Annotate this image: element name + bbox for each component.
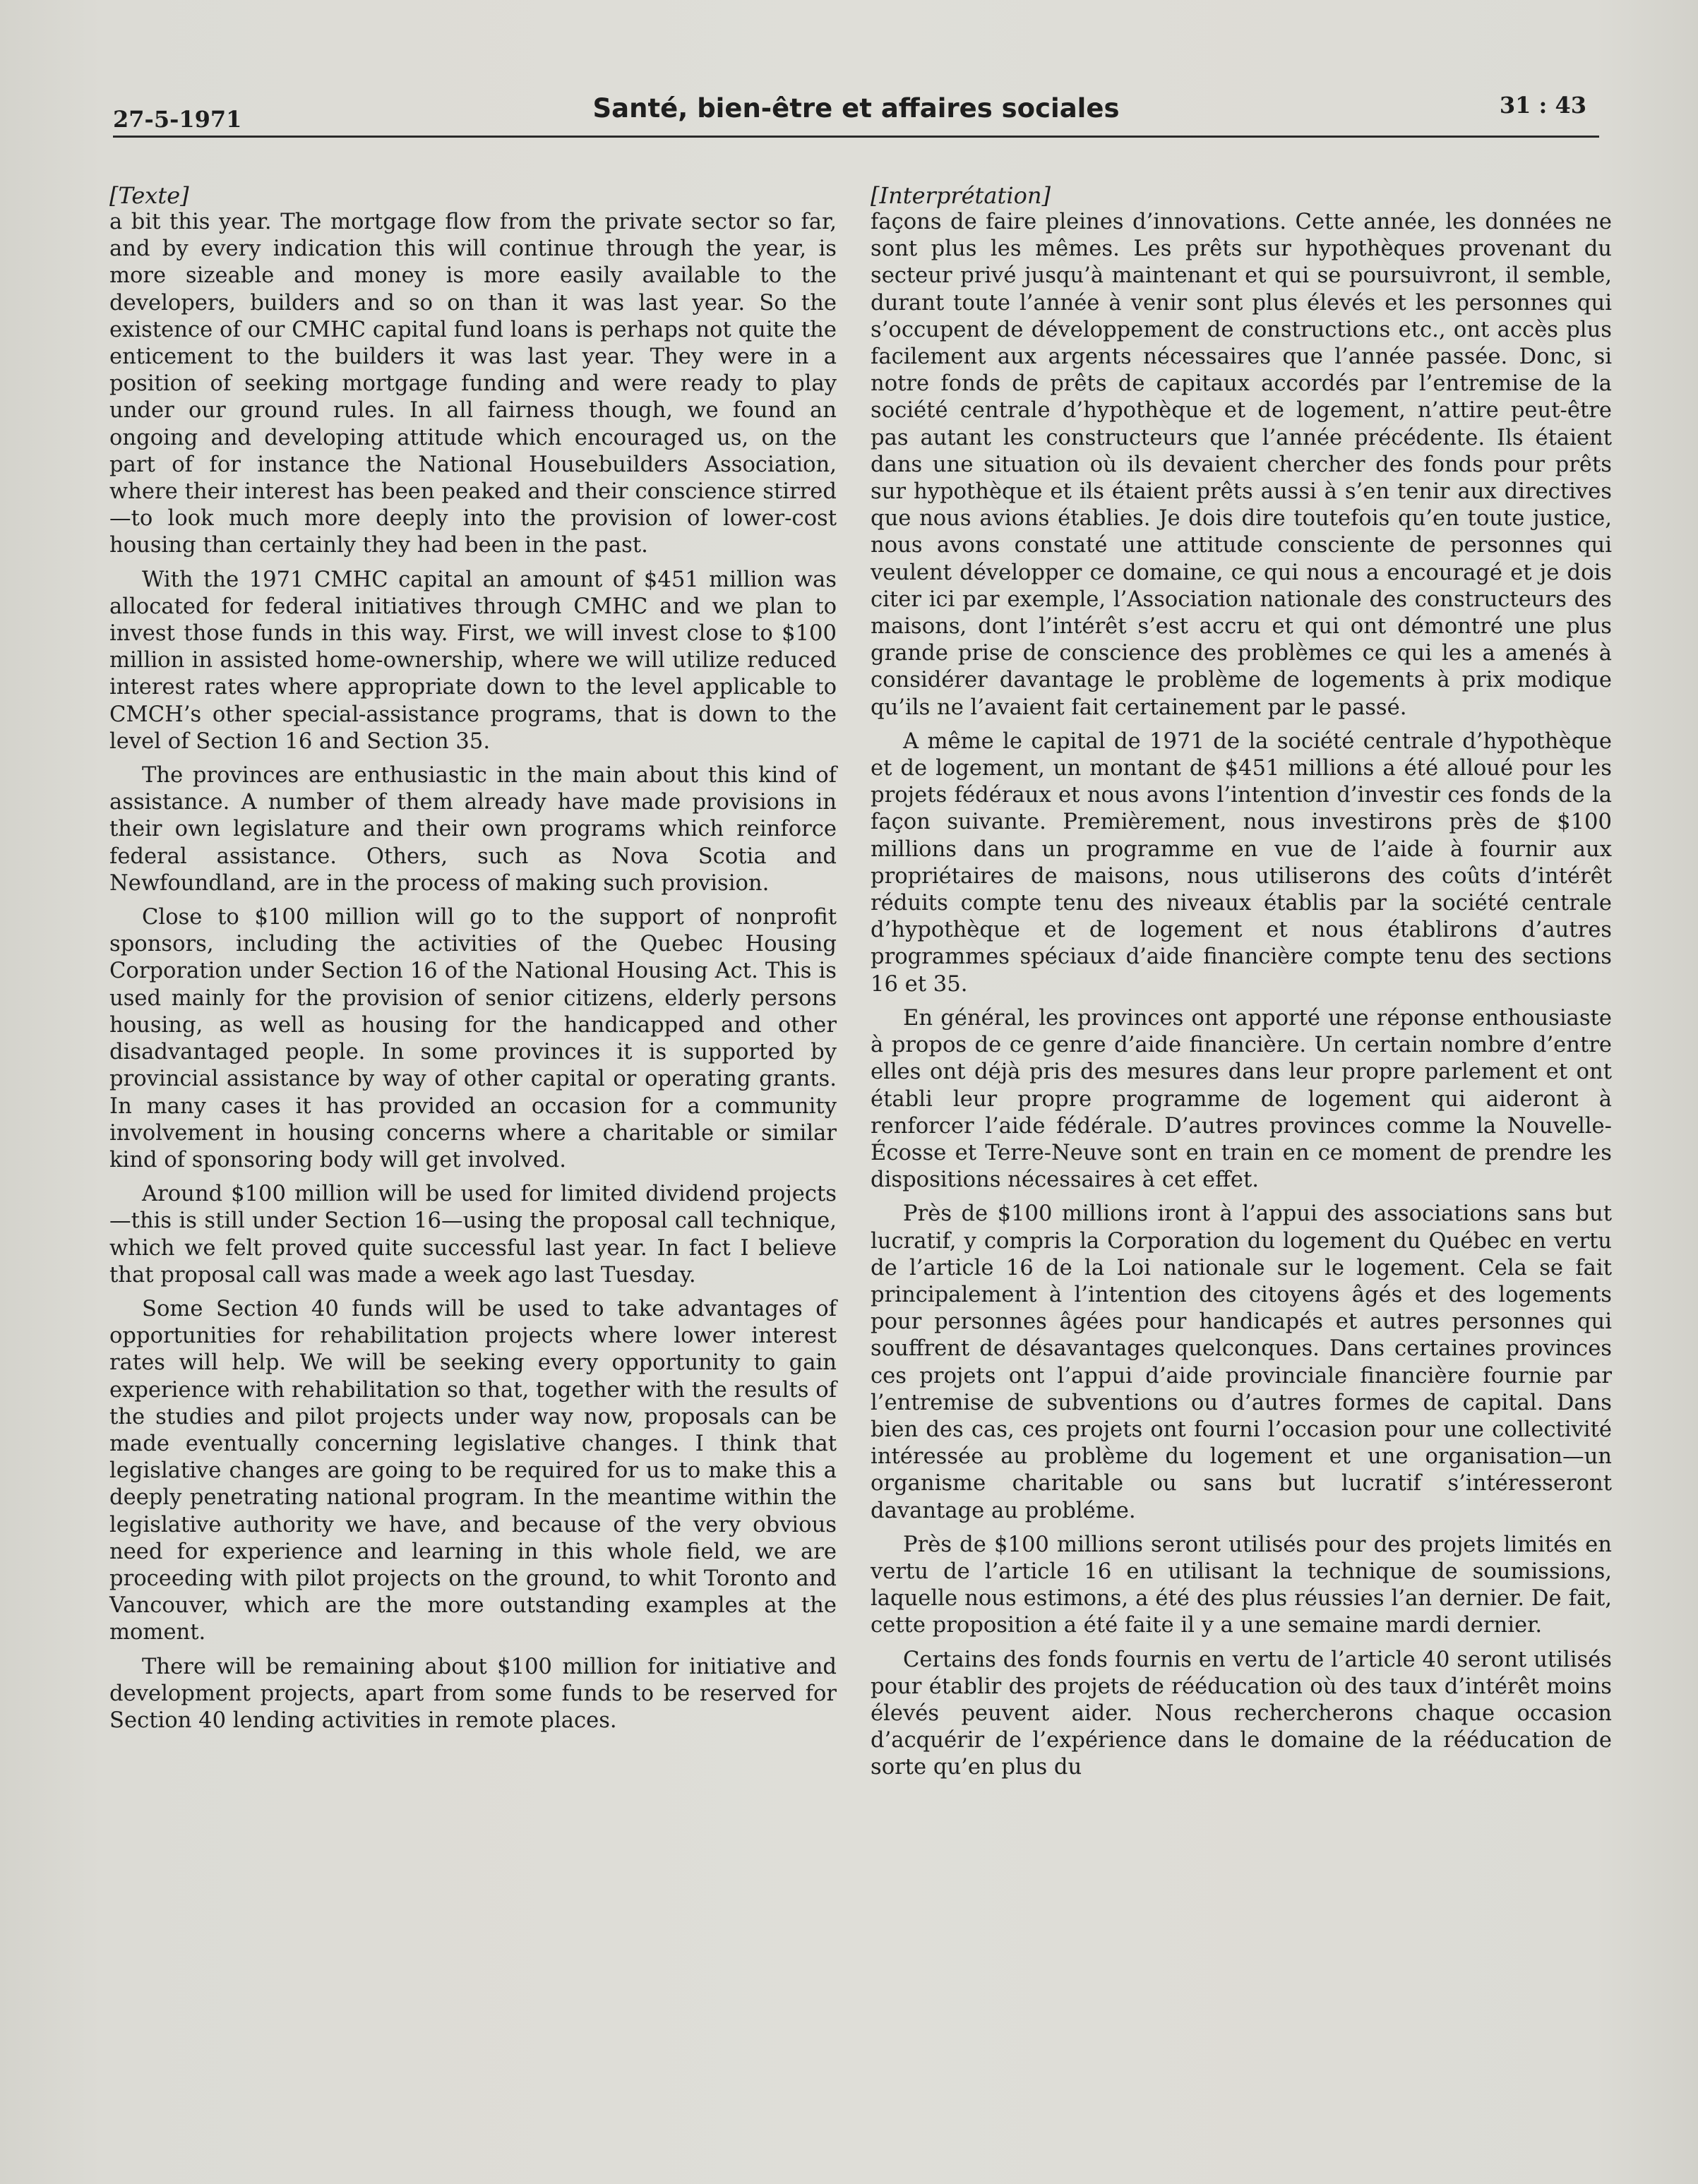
right-column-french	[871, 182, 1612, 1782]
header-page-number: 31 : 43	[1499, 92, 1586, 119]
right-paragraph: A même le capital de 1971 de la société centrale d’hypothèque et de logement, un montant de $451 millions a été alloué pour les projets fédéraux et nous avons l’intention d’investir ces fonds de la façon suivante. Premièrement, nous investirons près de $100 millions dans un programme en vue de l’aide à fournir aux propriétaires de maisons, nous utiliserons des coûts d’intérêt réduits compte tenu des niveaux établis par la société centrale d’hypothèque et de logement et nous établirons d’autres programmes spéciaux d’aide financière compte tenu des sections 16 et 35.	[871, 728, 1612, 997]
left-paragraph: Some Section 40 funds will be used to take advantages of opportunities for rehabilitation projects where lower interest rates will help. We will be seeking every opportunity to gain experience with rehabilitation so that, together with the results of the studies and pilot projects under way now, proposals can be made eventually concerning legislative changes. I think that legislative changes are going to be required for us to make this a deeply penetrating national program. In the meantime within the legislative authority we have, and because of the very obvious need for experience and learning in this whole field, we are proceeding with pilot projects on the ground, to whit Toronto and Vancouver, which are the more outstanding examples at the moment.	[109, 1296, 837, 1645]
left-paragraph: Close to $100 million will go to the support of nonprofit sponsors, including the activities of the Quebec Housing Corporation under Section 16 of the National Housing Act. This is used mainly for the provision of senior citizens, elderly persons housing, as well as housing for the handicapped and other disadvantaged people. In some provinces it is supported by provincial assistance by way of other capital or operating grants. In many cases it has provided an occasion for a community involvement in housing concerns where a charitable or similar kind of sponsoring body will get involved.	[109, 905, 837, 1172]
header-date: 27-5-1971	[113, 106, 242, 133]
right-paragraph: En général, les provinces ont apporté une réponse enthousiaste à propos de ce genre d’aide financière. Un certain nombre d’entre elles ont déjà pris des mesures dans leur propre parlement et ont établi leur propre programme de logement qui aideront à renforcer l’aide fédérale. D’autres provinces comme la Nouvelle-Écosse et Terre-Neuve sont en train en ce moment de prendre les dispositions nécessaires à cet effet.	[871, 1005, 1612, 1193]
right-paragraph: façons de faire pleines d’innovations. Cette année, les données ne sont plus les mêmes. Les prêts sur hypothèques provenant du secteur privé jusqu’à maintenant et qui se poursuivront, il semble, durant toute l’année à venir sont plus élevés et les personnes qui s’occupent de développement de constructions etc., ont accès plus facilement aux argents nécessaires que l’année passée. Donc, si notre fonds de prêts de capitaux accordés par l’entremise de la société centrale d’hypothèque et de logement, n’attire peut-être pas autant les constructeurs que l’année précédente. Ils étaient dans une situation où ils devaient chercher des fonds pour prêts sur hypothèque et ils étaient prêts aussi à s’en tenir aux directives que nous avions établies. Je dois dire toutefois qu’en toute justice, nous avons constaté une attitude consciente de personnes qui veulent développer ce domaine, ce qui nous a encouragé et je dois citer ici par exemple, l’Association nationale des constructeurs des maisons, dont l’intérêt s’est accru et qui ont démontré une plus grande prise de conscience des problèmes ce qui les a amenés à considérer davantage le problème de logements à prix modique qu’ils ne l’avaient fait certainement par le passé.	[871, 210, 1612, 720]
left-paragraph: a bit this year. The mortgage flow from the private sector so far, and by every indication this will continue through the year, is more sizeable and money is more easily available to the developers, builders and so on than it was last year. So the existence of our CMHC capital fund loans is perhaps not quite the enticement to the builders it was last year. They were in a position of seeking mortgage funding and were ready to play under our ground rules. In all fairness though, we found an ongoing and developing attitude which encouraged us, on the part of for instance the National Housebuilders Association, where their interest has been peaked and their conscience stirred—to look much more deeply into the provision of lower-cost housing than certainly they had been in the past.	[109, 210, 837, 558]
left-paragraph: The provinces are enthusiastic in the main about this kind of assistance. A number of them already have made provisions in their own legislature and their own programs which reinforce federal assistance. Others, such as Nova Scotia and Newfoundland, are in the process of making such provision.	[109, 763, 837, 896]
right-paragraph: Près de $100 millions iront à l’appui des associations sans but lucratif, y compris la Corporation du logement du Québec en vertu de l’article 16 de la Loi nationale sur le logement. Cela se fait principalement à l’intention des citoyens âgés et des logements pour personnes âgées pour handicapés et autres personnes qui souffrent de désavantages quelconques. Dans certaines provinces ces projets ont l’appui d’aide provinciale financière fournie par l’entremise de subventions ou d’autres formes de capital. Dans bien des cas, ces projets ont fourni l’occasion pour une collectivité intéressée au problème du logement et une organisation—un organisme charitable ou sans but lucratif s’intéresseront davantage au probléme.	[871, 1201, 1612, 1523]
left-paragraph: Around $100 million will be used for limited dividend projects—this is still under Section 16—using the proposal call technique, which we felt proved quite successful last year. In fact I believe that proposal call was made a week ago last Tuesday.	[109, 1182, 837, 1288]
left-paragraph: With the 1971 CMHC capital an amount of $451 million was allocated for federal initiatives through CMHC and we plan to invest those funds in this way. First, we will invest close to $100 million in assisted home-ownership, where we will utilize reduced interest rates where appropriate down to the level applicable to CMCH’s other special-assistance programs, that is down to the level of Section 16 and Section 35.	[109, 567, 837, 754]
header-title: Santé, bien-être et affaires sociales	[592, 93, 1120, 124]
left-column-label: [Texte]	[109, 182, 189, 209]
left-column-english	[109, 182, 837, 1734]
right-paragraph: Près de $100 millions seront utilisés pour des projets limités en vertu de l’article 16 en utilisant la technique de soumissions, laquelle nous estimons, a été des plus réussies l’an dernier. De fait, cette proposition a été faite il y a une semaine mardi dernier.	[871, 1532, 1612, 1638]
page-header	[113, 86, 1599, 138]
left-paragraph: There will be remaining about $100 million for initiative and development projects, apart from some funds to be reserved for Section 40 lending activities in remote places.	[109, 1654, 837, 1733]
right-paragraph: Certains des fonds fournis en vertu de l’article 40 seront utilisés pour établir des projets de rééducation où des taux d’intérêt moins élevés peuvent aider. Nous rechercherons chaque occasion d’acquérir de l’expérience dans le domaine de la rééducation de sorte qu’en plus du	[871, 1647, 1612, 1780]
right-column-label: [Interprétation]	[871, 182, 1051, 209]
